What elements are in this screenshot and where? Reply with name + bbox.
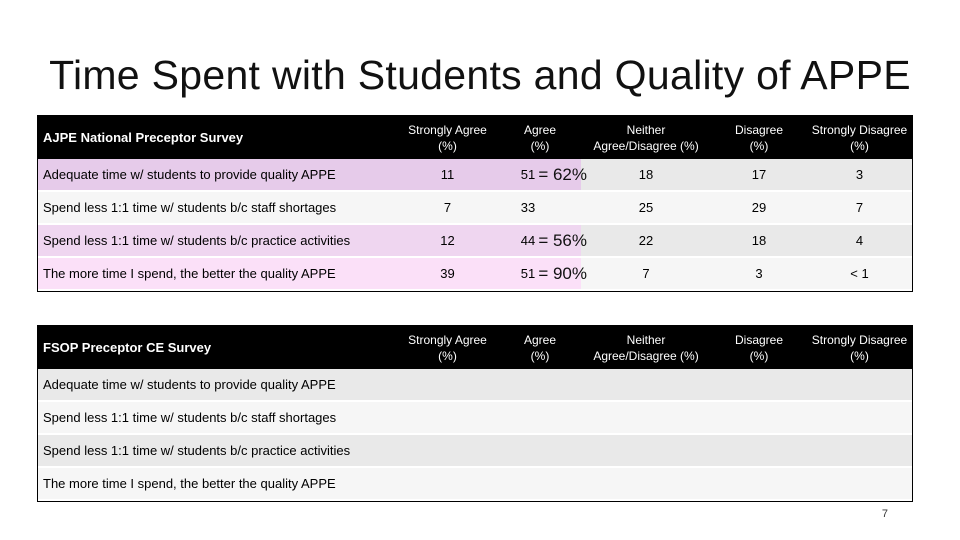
- cell-agree: [499, 434, 581, 467]
- cell-agree: 44 = 56%: [499, 224, 581, 257]
- table-row: [38, 257, 912, 290]
- cell-strongly-disagree: < 1: [807, 257, 912, 290]
- header-strongly-disagree: Strongly Disagree (%): [807, 326, 912, 369]
- cell-agree: [499, 467, 581, 500]
- cell-strongly-agree: [396, 369, 499, 401]
- cell-strongly-agree: [396, 434, 499, 467]
- cell-neither: [581, 434, 711, 467]
- cell-strongly-disagree: 4: [807, 224, 912, 257]
- header-strongly-agree: Strongly Agree (%): [396, 326, 499, 369]
- cell-disagree: 17: [711, 159, 807, 191]
- cell-strongly-agree: 39: [396, 257, 499, 290]
- cell-strongly-disagree: [807, 434, 912, 467]
- combined-agree-percent: = 56%: [538, 230, 587, 250]
- table-row: [38, 159, 912, 191]
- survey-name: FSOP Preceptor CE Survey: [38, 326, 396, 369]
- row-label: The more time I spend, the better the quality APPE: [38, 467, 396, 500]
- table-row: [38, 224, 912, 257]
- cell-agree: 51 = 62%: [499, 159, 581, 191]
- row-label: The more time I spend, the better the quality APPE: [38, 257, 396, 290]
- row-label: Spend less 1:1 time w/ students b/c staff shortages: [38, 191, 396, 224]
- header-neither: Neither Agree/Disagree (%): [581, 116, 711, 159]
- cell-agree: 33: [499, 191, 581, 224]
- row-label: Spend less 1:1 time w/ students b/c practice activities: [38, 224, 396, 257]
- cell-strongly-disagree: 3: [807, 159, 912, 191]
- cell-disagree: 3: [711, 257, 807, 290]
- header-agree: Agree (%): [499, 326, 581, 369]
- table-header-row: [38, 116, 912, 159]
- cell-neither: 22: [581, 224, 711, 257]
- row-label: Adequate time w/ students to provide quality APPE: [38, 159, 396, 191]
- page-number: 7: [881, 508, 888, 520]
- row-label: Adequate time w/ students to provide quality APPE: [38, 369, 396, 401]
- row-label: Spend less 1:1 time w/ students b/c staff shortages: [38, 401, 396, 434]
- table-header-row: [38, 326, 912, 369]
- cell-strongly-agree: [396, 467, 499, 500]
- header-strongly-agree: Strongly Agree (%): [396, 116, 499, 159]
- header-neither: Neither Agree/Disagree (%): [581, 326, 711, 369]
- combined-agree-percent: = 62%: [538, 164, 587, 184]
- cell-agree: 51 = 90%: [499, 257, 581, 290]
- cell-disagree: [711, 434, 807, 467]
- cell-neither: 25: [581, 191, 711, 224]
- cell-strongly-agree: 12: [396, 224, 499, 257]
- cell-strongly-disagree: [807, 369, 912, 401]
- row-label: Spend less 1:1 time w/ students b/c practice activities: [38, 434, 396, 467]
- cell-strongly-agree: 7: [396, 191, 499, 224]
- cell-agree: [499, 369, 581, 401]
- cell-strongly-disagree: 7: [807, 191, 912, 224]
- cell-strongly-agree: [396, 401, 499, 434]
- table-row: [38, 369, 912, 401]
- cell-disagree: 29: [711, 191, 807, 224]
- cell-disagree: [711, 467, 807, 500]
- table-row: [38, 401, 912, 434]
- cell-strongly-disagree: [807, 401, 912, 434]
- cell-disagree: 18: [711, 224, 807, 257]
- cell-neither: [581, 369, 711, 401]
- table-row: [38, 434, 912, 467]
- header-disagree: Disagree (%): [711, 326, 807, 369]
- survey-name: AJPE National Preceptor Survey: [38, 116, 396, 159]
- cell-neither: [581, 467, 711, 500]
- cell-strongly-agree: 11: [396, 159, 499, 191]
- header-agree: Agree (%): [499, 116, 581, 159]
- ajpe-survey-table: [38, 116, 912, 291]
- cell-strongly-disagree: [807, 467, 912, 500]
- cell-disagree: [711, 401, 807, 434]
- table-row: [38, 191, 912, 224]
- cell-neither: 18: [581, 159, 711, 191]
- cell-neither: 7: [581, 257, 711, 290]
- header-disagree: Disagree (%): [711, 116, 807, 159]
- table-row: [38, 467, 912, 500]
- cell-agree: [499, 401, 581, 434]
- cell-disagree: [711, 369, 807, 401]
- fsop-survey-table: [38, 326, 912, 501]
- combined-agree-percent: = 90%: [538, 263, 587, 283]
- cell-neither: [581, 401, 711, 434]
- header-strongly-disagree: Strongly Disagree (%): [807, 116, 912, 159]
- slide-title: Time Spent with Students and Quality of APPE: [49, 52, 911, 98]
